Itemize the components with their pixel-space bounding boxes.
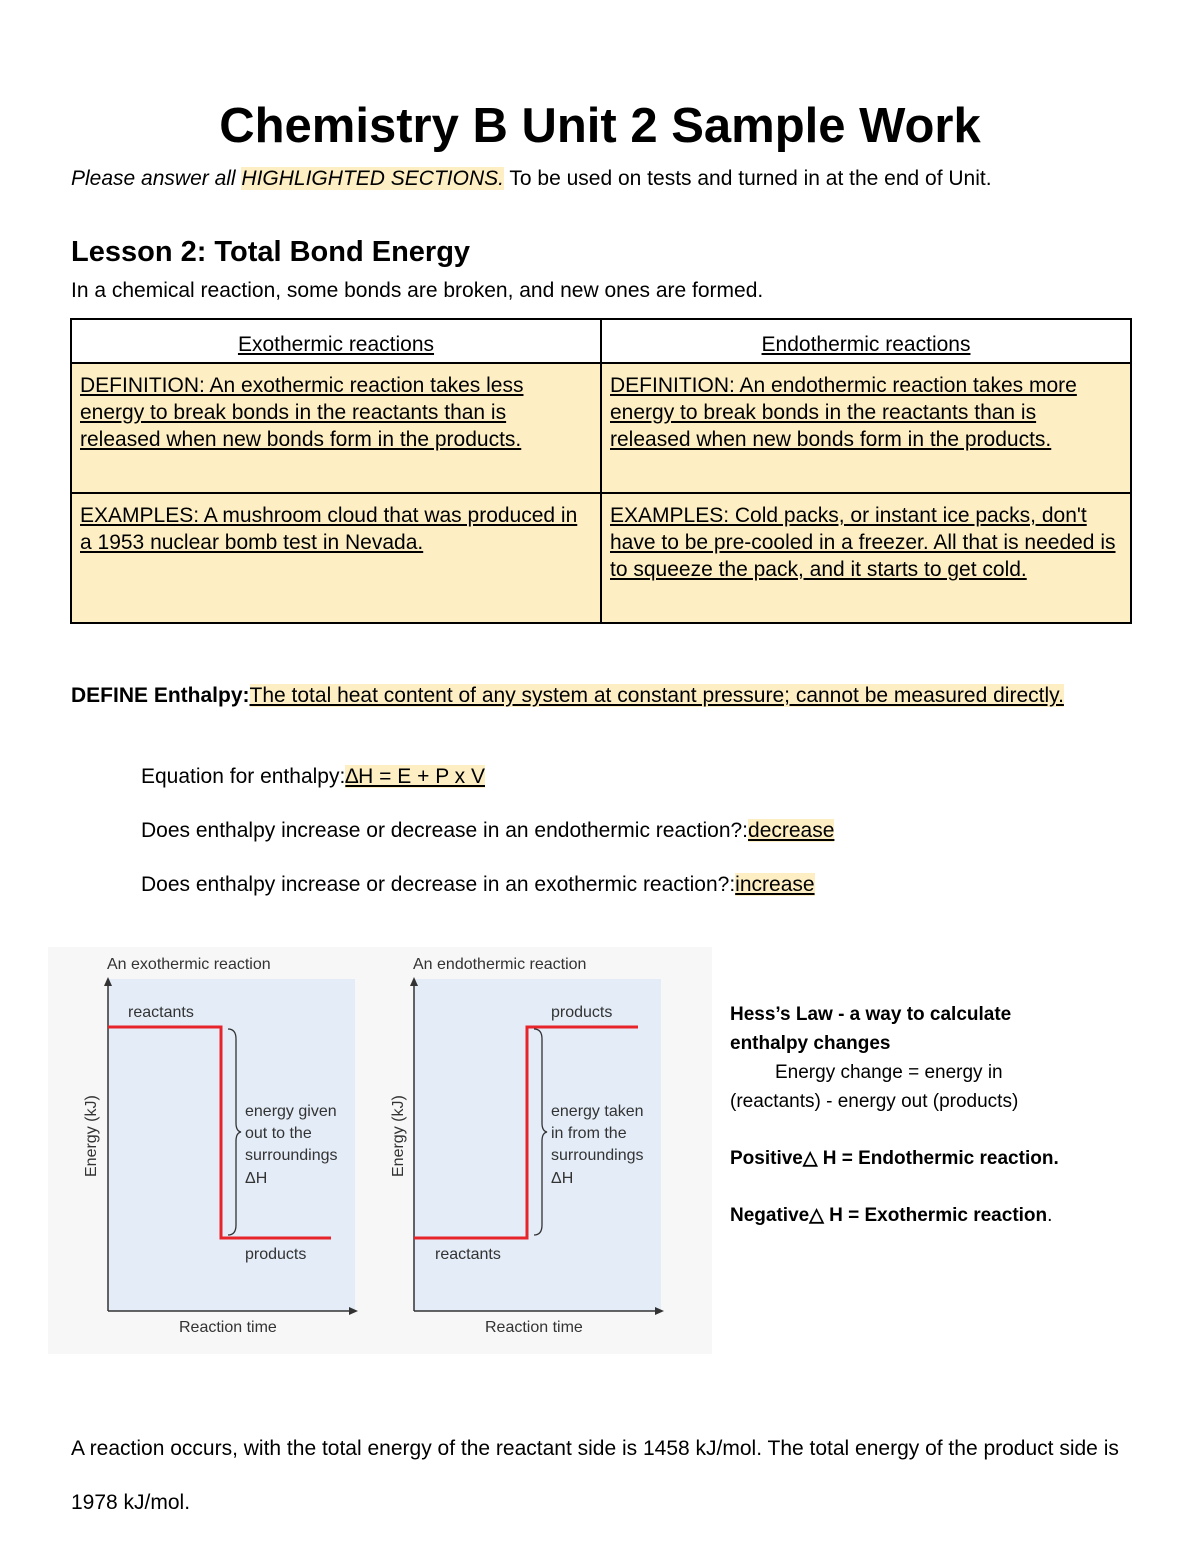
- hess-positive: Positive△ H = Endothermic reaction.: [730, 1148, 1059, 1169]
- instructions-italic: Please answer all: [71, 167, 242, 190]
- endo-brace-text-3: surroundings: [551, 1147, 644, 1164]
- page-title: Chemistry B Unit 2 Sample Work: [219, 99, 981, 153]
- endo-brace-text-2: in from the: [551, 1125, 627, 1142]
- hess-formula-2: (reactants) - energy out (products): [730, 1091, 1019, 1112]
- cell-exo-definition[interactable]: DEFINITION: An exothermic reaction takes less energy to break bonds in the reactants than is released when new bonds form in the products.: [71, 363, 601, 493]
- endo-products-label: products: [551, 1004, 613, 1021]
- cell-endo-definition[interactable]: DEFINITION: An endothermic reaction takes more energy to break bonds in the reactants than is released when new bonds form in the products.: [601, 363, 1131, 493]
- hess-heading-2: enthalpy changes: [730, 1033, 891, 1054]
- exothermic-answer[interactable]: increase: [735, 873, 815, 896]
- hess-negative: Negative△ H = Exothermic reaction.: [730, 1205, 1053, 1226]
- enthalpy-definition: [71, 680, 1131, 711]
- endothermic-answer[interactable]: decrease: [748, 819, 835, 842]
- enthalpy-label: DEFINE Enthalpy:: [71, 684, 250, 707]
- equation-question: Equation for enthalpy:∆H = E + P x V: [141, 765, 486, 788]
- table-row-examples: [71, 493, 1131, 623]
- energy-diagrams-figure: [48, 947, 712, 1354]
- endothermic-question: Does enthalpy increase or decrease in an endothermic reaction?:decrease: [141, 819, 835, 842]
- exo-brace-text-1: energy given: [245, 1103, 337, 1120]
- instructions: [71, 164, 992, 194]
- energy-diagrams-svg: [48, 947, 712, 1354]
- hess-formula-1: Energy change = energy in: [775, 1062, 1003, 1083]
- table-row-definition: [71, 363, 1131, 493]
- hess-law-box: [730, 1000, 1160, 1230]
- exo-reactants-label: reactants: [128, 1004, 194, 1021]
- enthalpy-answer[interactable]: The total heat content of any system at constant pressure; cannot be measured directly.: [249, 684, 1064, 707]
- header-endothermic: Endothermic reactions: [601, 319, 1131, 363]
- cell-exo-examples[interactable]: EXAMPLES: A mushroom cloud that was produced in a 1953 nuclear bomb test in Nevada.: [71, 493, 601, 623]
- exo-brace-text-3: surroundings: [245, 1147, 338, 1164]
- endo-reactants-label: reactants: [435, 1246, 501, 1263]
- instructions-rest: To be used on tests and turned in at the end of Unit.: [503, 167, 992, 190]
- endo-title: An endothermic reaction: [413, 956, 587, 973]
- exo-title: An exothermic reaction: [107, 956, 271, 973]
- reactions-table: [70, 318, 1132, 624]
- exothermic-diagram: [83, 956, 358, 1336]
- exo-plot-area: [108, 979, 355, 1311]
- exothermic-question: Does enthalpy increase or decrease in an exothermic reaction?:increase: [141, 873, 815, 896]
- lesson-intro: In a chemical reaction, some bonds are broken, and new ones are formed.: [71, 279, 764, 302]
- hess-heading-1: Hess’s Law - a way to calculate: [730, 1004, 1012, 1025]
- exo-x-label: Reaction time: [179, 1319, 277, 1336]
- exo-products-label: products: [245, 1246, 307, 1263]
- lesson-heading: Lesson 2: Total Bond Energy: [71, 236, 471, 268]
- endo-brace-text-4: ΔH: [551, 1170, 574, 1187]
- endo-x-label: Reaction time: [485, 1319, 583, 1336]
- table-header-row: [71, 319, 1131, 363]
- equation-answer[interactable]: ∆H = E + P x V: [345, 765, 486, 788]
- exo-brace-text-4: ΔH: [245, 1170, 268, 1187]
- endo-y-label: Energy (kJ): [390, 1095, 407, 1177]
- exo-y-label: Energy (kJ): [83, 1095, 100, 1177]
- endothermic-diagram: [390, 956, 664, 1336]
- problem-text: A reaction occurs, with the total energy of the reactant side is 1458 kJ/mol. The total energy of the product side is 1978 kJ/mol.: [71, 1437, 1119, 1514]
- header-exothermic: Exothermic reactions: [71, 319, 601, 363]
- exo-brace-text-2: out to the: [245, 1125, 312, 1142]
- instructions-highlight: HIGHLIGHTED SECTIONS.: [241, 167, 504, 190]
- cell-endo-examples[interactable]: EXAMPLES: Cold packs, or instant ice packs, don't have to be pre-cooled in a freezer. All that is needed is to squeeze the pack, and it starts to get cold.: [601, 493, 1131, 623]
- endo-brace-text-1: energy taken: [551, 1103, 644, 1120]
